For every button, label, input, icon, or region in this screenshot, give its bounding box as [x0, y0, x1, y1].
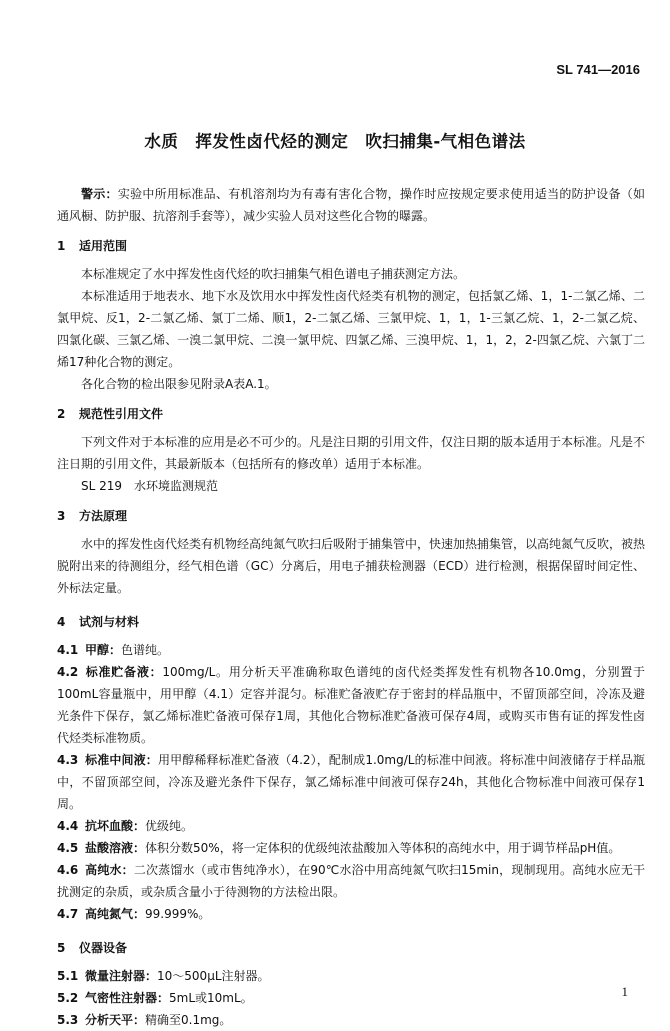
section-heading-1: 1 适用范围	[57, 239, 128, 253]
section-2-paragraph-1: 下列文件对于本标准的应用是必不可少的。凡是注日期的引用文件，仅注日期的版本适用于本标准。凡是不注日期的引用文件，其最新版本（包括所有的修改单）适用于本标准。	[57, 435, 646, 471]
section-3-paragraph-1: 水中的挥发性卤代烃类有机物经高纯氮气吹扫后吸附于捕集管中，快速加热捕集管，以高纯氮气反吹，被热脱附出来的待测组分，经气相色谱（GC）分离后，用电子捕获检测器（ECD）进行检测，根据保留时间定性、外标法定量。	[57, 537, 646, 595]
warning-paragraph	[57, 183, 645, 227]
clause-5-3: 5.3 分析天平：精确至0.1mg。	[57, 1013, 232, 1027]
normative-reference: SL 219 水环境监测规范	[81, 479, 219, 493]
section-heading-3: 3 方法原理	[57, 509, 128, 523]
clause-4-2: 4.2 标准贮备液：100mg/L。用分析天平准确称取色谱纯的卤代烃类挥发性有机物各10.0mg，分别置于100mL容量瓶中，用甲醇（4.1）定容并混匀。标准贮备液贮存于密封的样品瓶中，不留顶部空间，冷冻及避光条件下保存，氯乙烯标准贮备液可保存1周，其他化合物标准贮备液可保存4周，或购买市售有证的挥发性卤代烃类标准物质。	[57, 665, 645, 745]
clause-4-4: 4.4 抗坏血酸：优级纯。	[57, 819, 194, 833]
clause-5-2: 5.2 气密性注射器：5mL或10mL。	[57, 991, 253, 1005]
clause-4-1: 4.1 甲醇：色谱纯。	[57, 643, 170, 657]
page-number: 1	[621, 984, 628, 999]
section-1-paragraph-2: 本标准适用于地表水、地下水及饮用水中挥发性卤代烃类有机物的测定，包括氯乙烯、1，1-二氯乙烯、二氯甲烷、反1，2-二氯乙烯、氯丁二烯、顺1，2-二氯乙烯、三氯甲烷、1，1，1-三氯乙烷、1，2-二氯乙烷、四氯化碳、三氯乙烯、一溴二氯甲烷、二溴一氯甲烷、四氯乙烯、三溴甲烷、1，1，2，2-四氯乙烷、六氯丁二烯17种化合物的测定。	[57, 289, 645, 369]
clause-4-6: 4.6 高纯水：二次蒸馏水（或市售纯净水），在90℃水浴中用高纯氮气吹扫15min，现制现用。高纯水应无干扰测定的杂质，或杂质含量小于待测物的方法检出限。	[57, 863, 645, 899]
document-body	[57, 183, 645, 1031]
section-heading-2: 2 规范性引用文件	[57, 407, 164, 421]
section-1-paragraph-1: 本标准规定了水中挥发性卤代烃的吹扫捕集气相色谱电子捕获测定方法。	[81, 267, 466, 281]
section-1-paragraph-3: 各化合物的检出限参见附录A表A.1。	[81, 377, 277, 391]
clause-4-7: 4.7 高纯氮气：99.999%。	[57, 907, 211, 921]
standard-code: SL 741—2016	[556, 62, 640, 77]
clause-4-3: 4.3 标准中间液：用甲醇稀释标准贮备液（4.2），配制成1.0mg/L的标准中间液。将标准中间液储存于样品瓶中，不留顶部空间，冷冻及避光条件下保存，氯乙烯标准中间液可保存24h，其他化合物标准中间液可保存1周。	[57, 753, 645, 811]
section-heading-4: 4 试剂与材料	[57, 615, 140, 629]
section-heading-5: 5 仪器设备	[57, 941, 128, 955]
warning-label: 警示：	[81, 187, 118, 201]
document-title: 水质 挥发性卤代烃的测定 吹扫捕集-气相色谱法	[144, 132, 526, 151]
clause-4-5: 4.5 盐酸溶液：体积分数50%，将一定体积的优级纯浓盐酸加入等体积的高纯水中，用于调节样品pH值。	[57, 841, 621, 855]
warning-text: 实验中所用标准品、有机溶剂均为有毒有害化合物，操作时应按规定要求使用适当的防护设备（如通风橱、防护服、抗溶剂手套等），减少实验人员对这些化合物的曝露。	[57, 187, 645, 223]
clause-5-1: 5.1 微量注射器：10～500μL注射器。	[57, 969, 270, 983]
